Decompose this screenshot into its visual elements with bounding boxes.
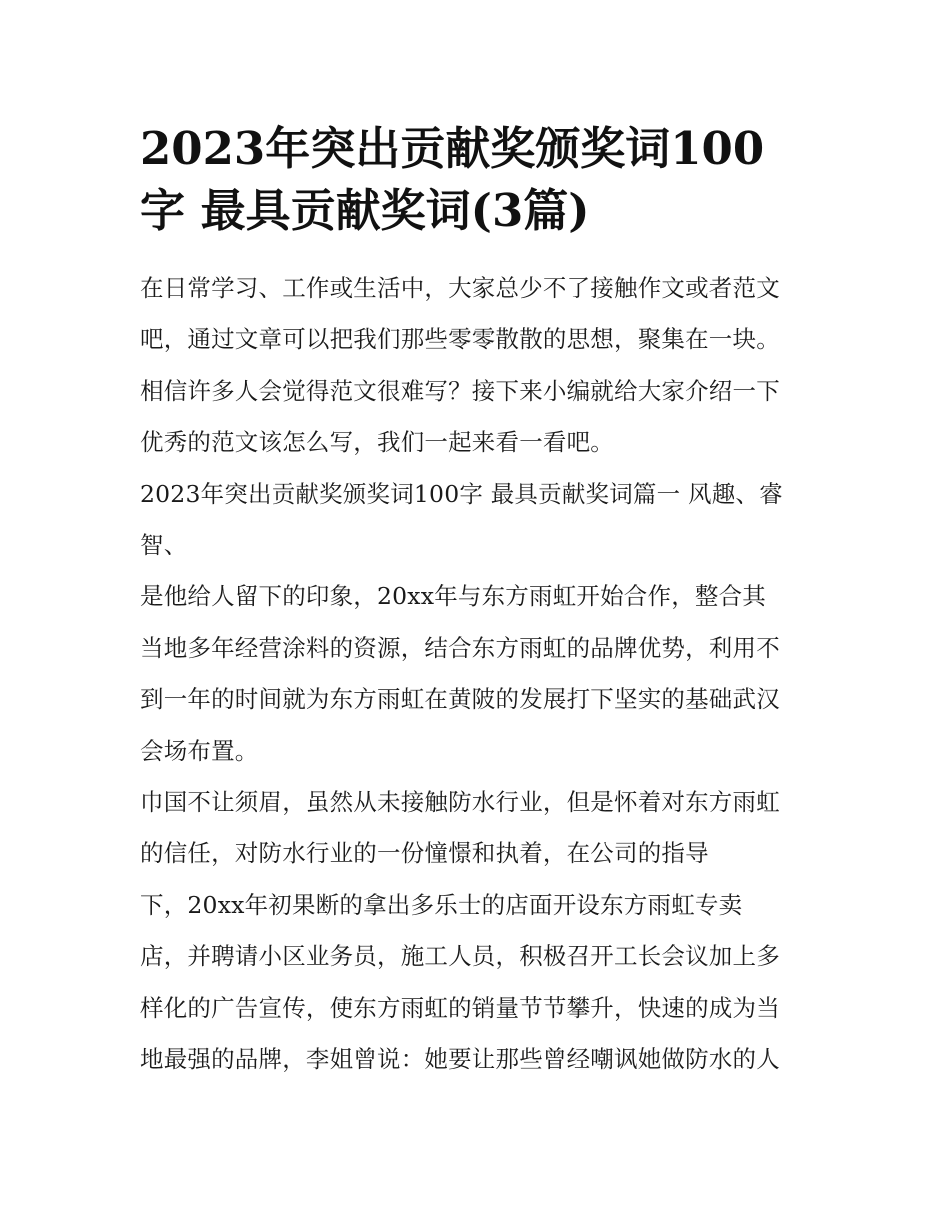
document-title: [140, 118, 812, 242]
text-line: 到一年的时间就为东方雨虹在黄陂的发展打下坚实的基础武汉: [140, 685, 780, 714]
section-heading-paragraph: [140, 469, 812, 572]
document-content: [140, 118, 812, 1086]
text-line: 在日常学习、工作或生活中，大家总少不了接触作文或者范文: [140, 274, 780, 302]
text-line: 巾国不让须眉，虽然从未接触防水行业，但是怀着对东方雨虹: [140, 788, 780, 817]
text-line: 吧，通过文章可以把我们那些零零散散的思想，聚集在一块。: [140, 325, 780, 354]
text-line: 相信许多人会觉得范文很难写？接下来小编就给大家介绍一下: [140, 376, 780, 405]
title-line: 2023年突出贡献奖颁奖词100: [140, 122, 765, 175]
text-line: 优秀的范文该怎么写，我们一起来看一看吧。: [140, 428, 614, 457]
body-paragraph: [140, 571, 812, 777]
text-line: 当地多年经营涂料的资源，结合东方雨虹的品牌优势，利用不: [140, 633, 780, 662]
title-line: 字 最具贡献奖词(3篇): [140, 184, 590, 237]
text-line: 会场布置。: [140, 736, 259, 765]
document-body: [140, 263, 812, 1086]
text-line: 2023年突出贡献奖颁奖词100字 最具贡献奖词篇一 风趣、睿: [140, 479, 783, 508]
text-line: 地最强的品牌，李姐曾说：她要让那些曾经嘲讽她做防水的人: [140, 1045, 780, 1074]
text-line: 的信任，对防水行业的一份憧憬和执着，在公司的指导: [140, 839, 709, 868]
text-line: 样化的广告宣传，使东方雨虹的销量节节攀升，快速的成为当: [140, 993, 780, 1022]
text-line: 智、: [140, 531, 188, 560]
body-paragraph: [140, 777, 812, 1085]
intro-paragraph: [140, 263, 812, 469]
text-line: 店，并聘请小区业务员，施工人员，积极召开工长会议加上多: [140, 942, 780, 971]
text-line: 下，20xx年初果断的拿出多乐士的店面开设东方雨虹专卖: [140, 890, 743, 919]
text-line: 是他给人留下的印象，20xx年与东方雨虹开始合作，整合其: [140, 582, 767, 611]
